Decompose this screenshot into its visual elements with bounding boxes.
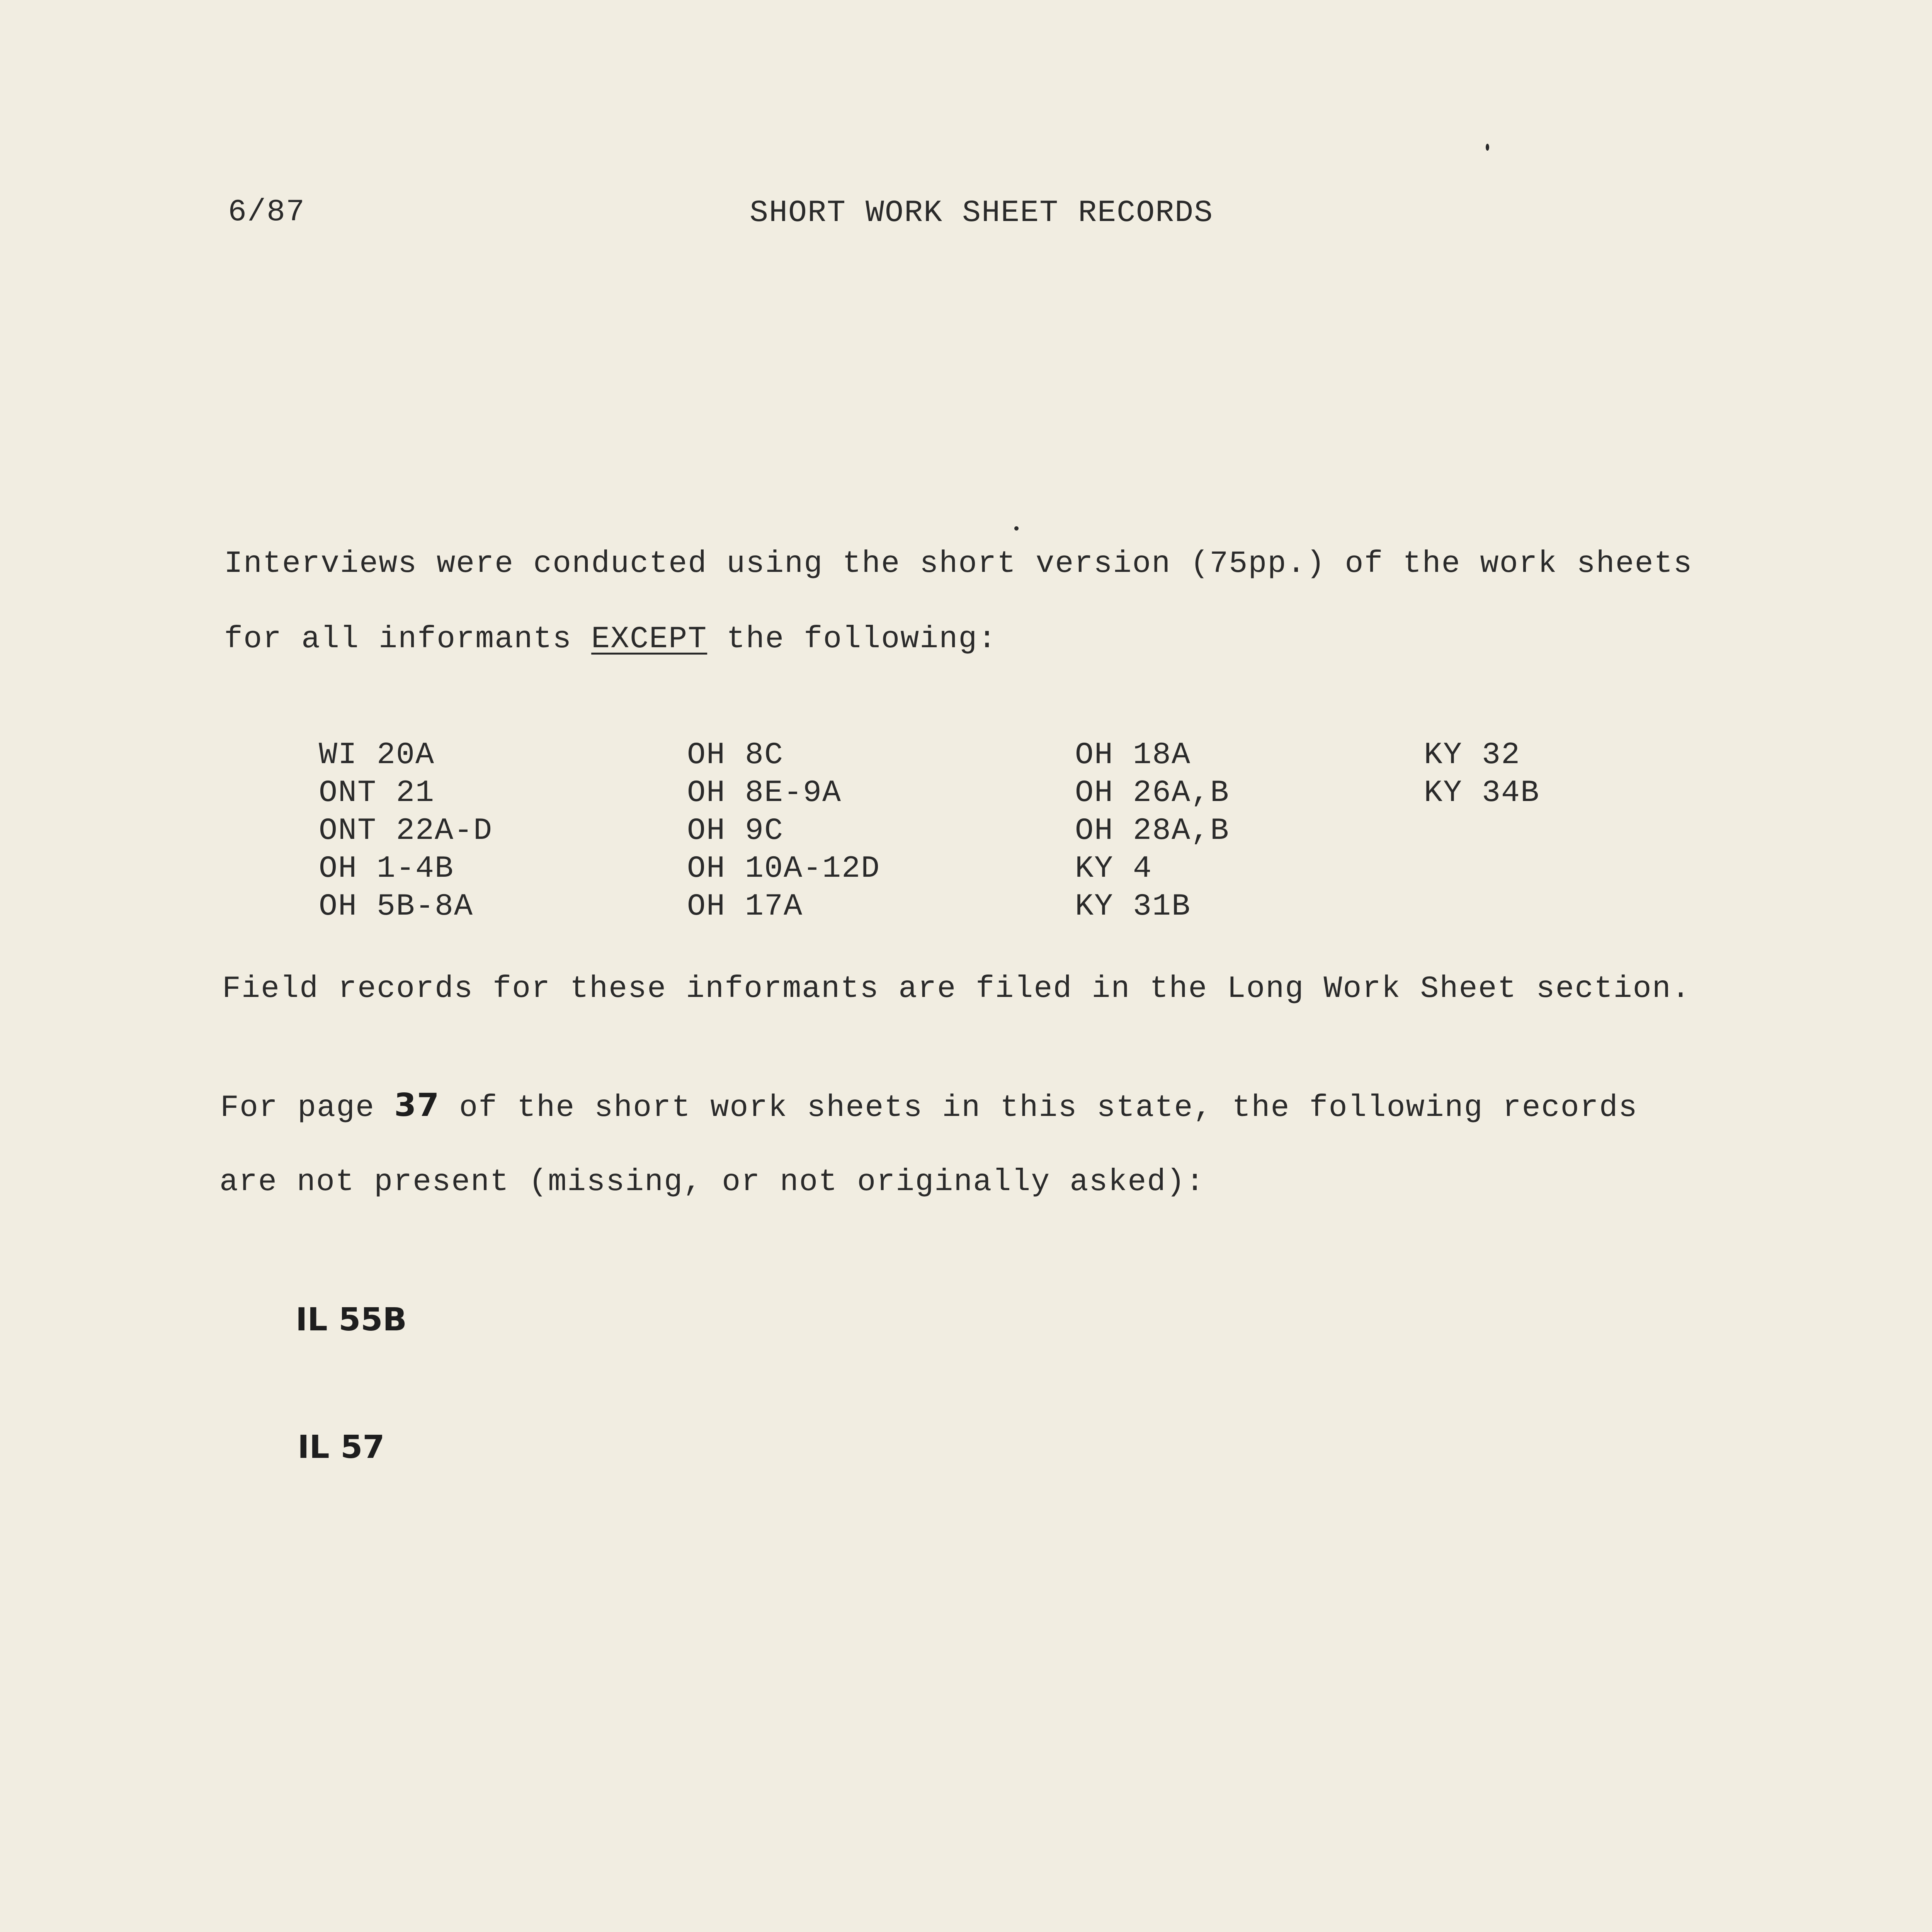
informant-code: OH 26A,B [1075,776,1230,811]
informant-code: ONT 22A-D [319,813,493,849]
informant-column-4 [1424,740,1540,816]
paper-speck [1486,144,1489,151]
intro-line-1: Interviews were conducted using the short version (75pp.) of the work sheets [224,546,1693,582]
informant-code: OH 9C [687,813,784,849]
intro-line-2-start: for all informants [224,622,592,657]
informant-code: OH 28A,B [1075,813,1230,849]
informant-code: KY 34B [1424,776,1540,811]
page-note-line-2: are not present (missing, or not originally asked): [219,1165,1205,1200]
intro-line-2-end: the following: [707,622,997,657]
informant-code: KY 32 [1424,738,1521,773]
informant-code: OH 17A [687,889,803,924]
paper-speck [1014,526,1019,531]
informant-code: OH 18A [1075,738,1191,773]
informant-code: OH 8C [687,738,784,773]
handwritten-page-number: 37 [394,1087,440,1124]
page-note-start: For page [220,1090,395,1126]
informant-code: OH 5B-8A [319,889,474,924]
missing-record: IL 57 [298,1429,385,1466]
header-date: 6/87 [228,195,306,230]
informant-code: KY 31B [1075,889,1191,924]
informant-column-2 [687,740,880,929]
informant-column-3 [1075,740,1230,929]
field-records-note: Field records for these informants are filed in the Long Work Sheet section. [222,971,1691,1007]
informant-code: OH 10A-12D [687,851,881,886]
intro-line-2 [224,624,997,655]
missing-record: IL 55B [296,1301,407,1338]
informant-code: KY 4 [1075,851,1153,886]
page-title: SHORT WORK SHEET RECORDS [750,196,1214,231]
informant-code: OH 8E-9A [687,776,842,811]
informant-code: WI 20A [319,738,435,773]
page-note-line-1 [220,1087,1638,1126]
informant-column-1 [319,740,493,929]
except-emphasis: EXCEPT [591,622,707,657]
informant-code: OH 1-4B [319,851,454,886]
informant-code: ONT 21 [319,776,435,811]
page-note-end: of the short work sheets in this state, the following records [440,1090,1638,1126]
